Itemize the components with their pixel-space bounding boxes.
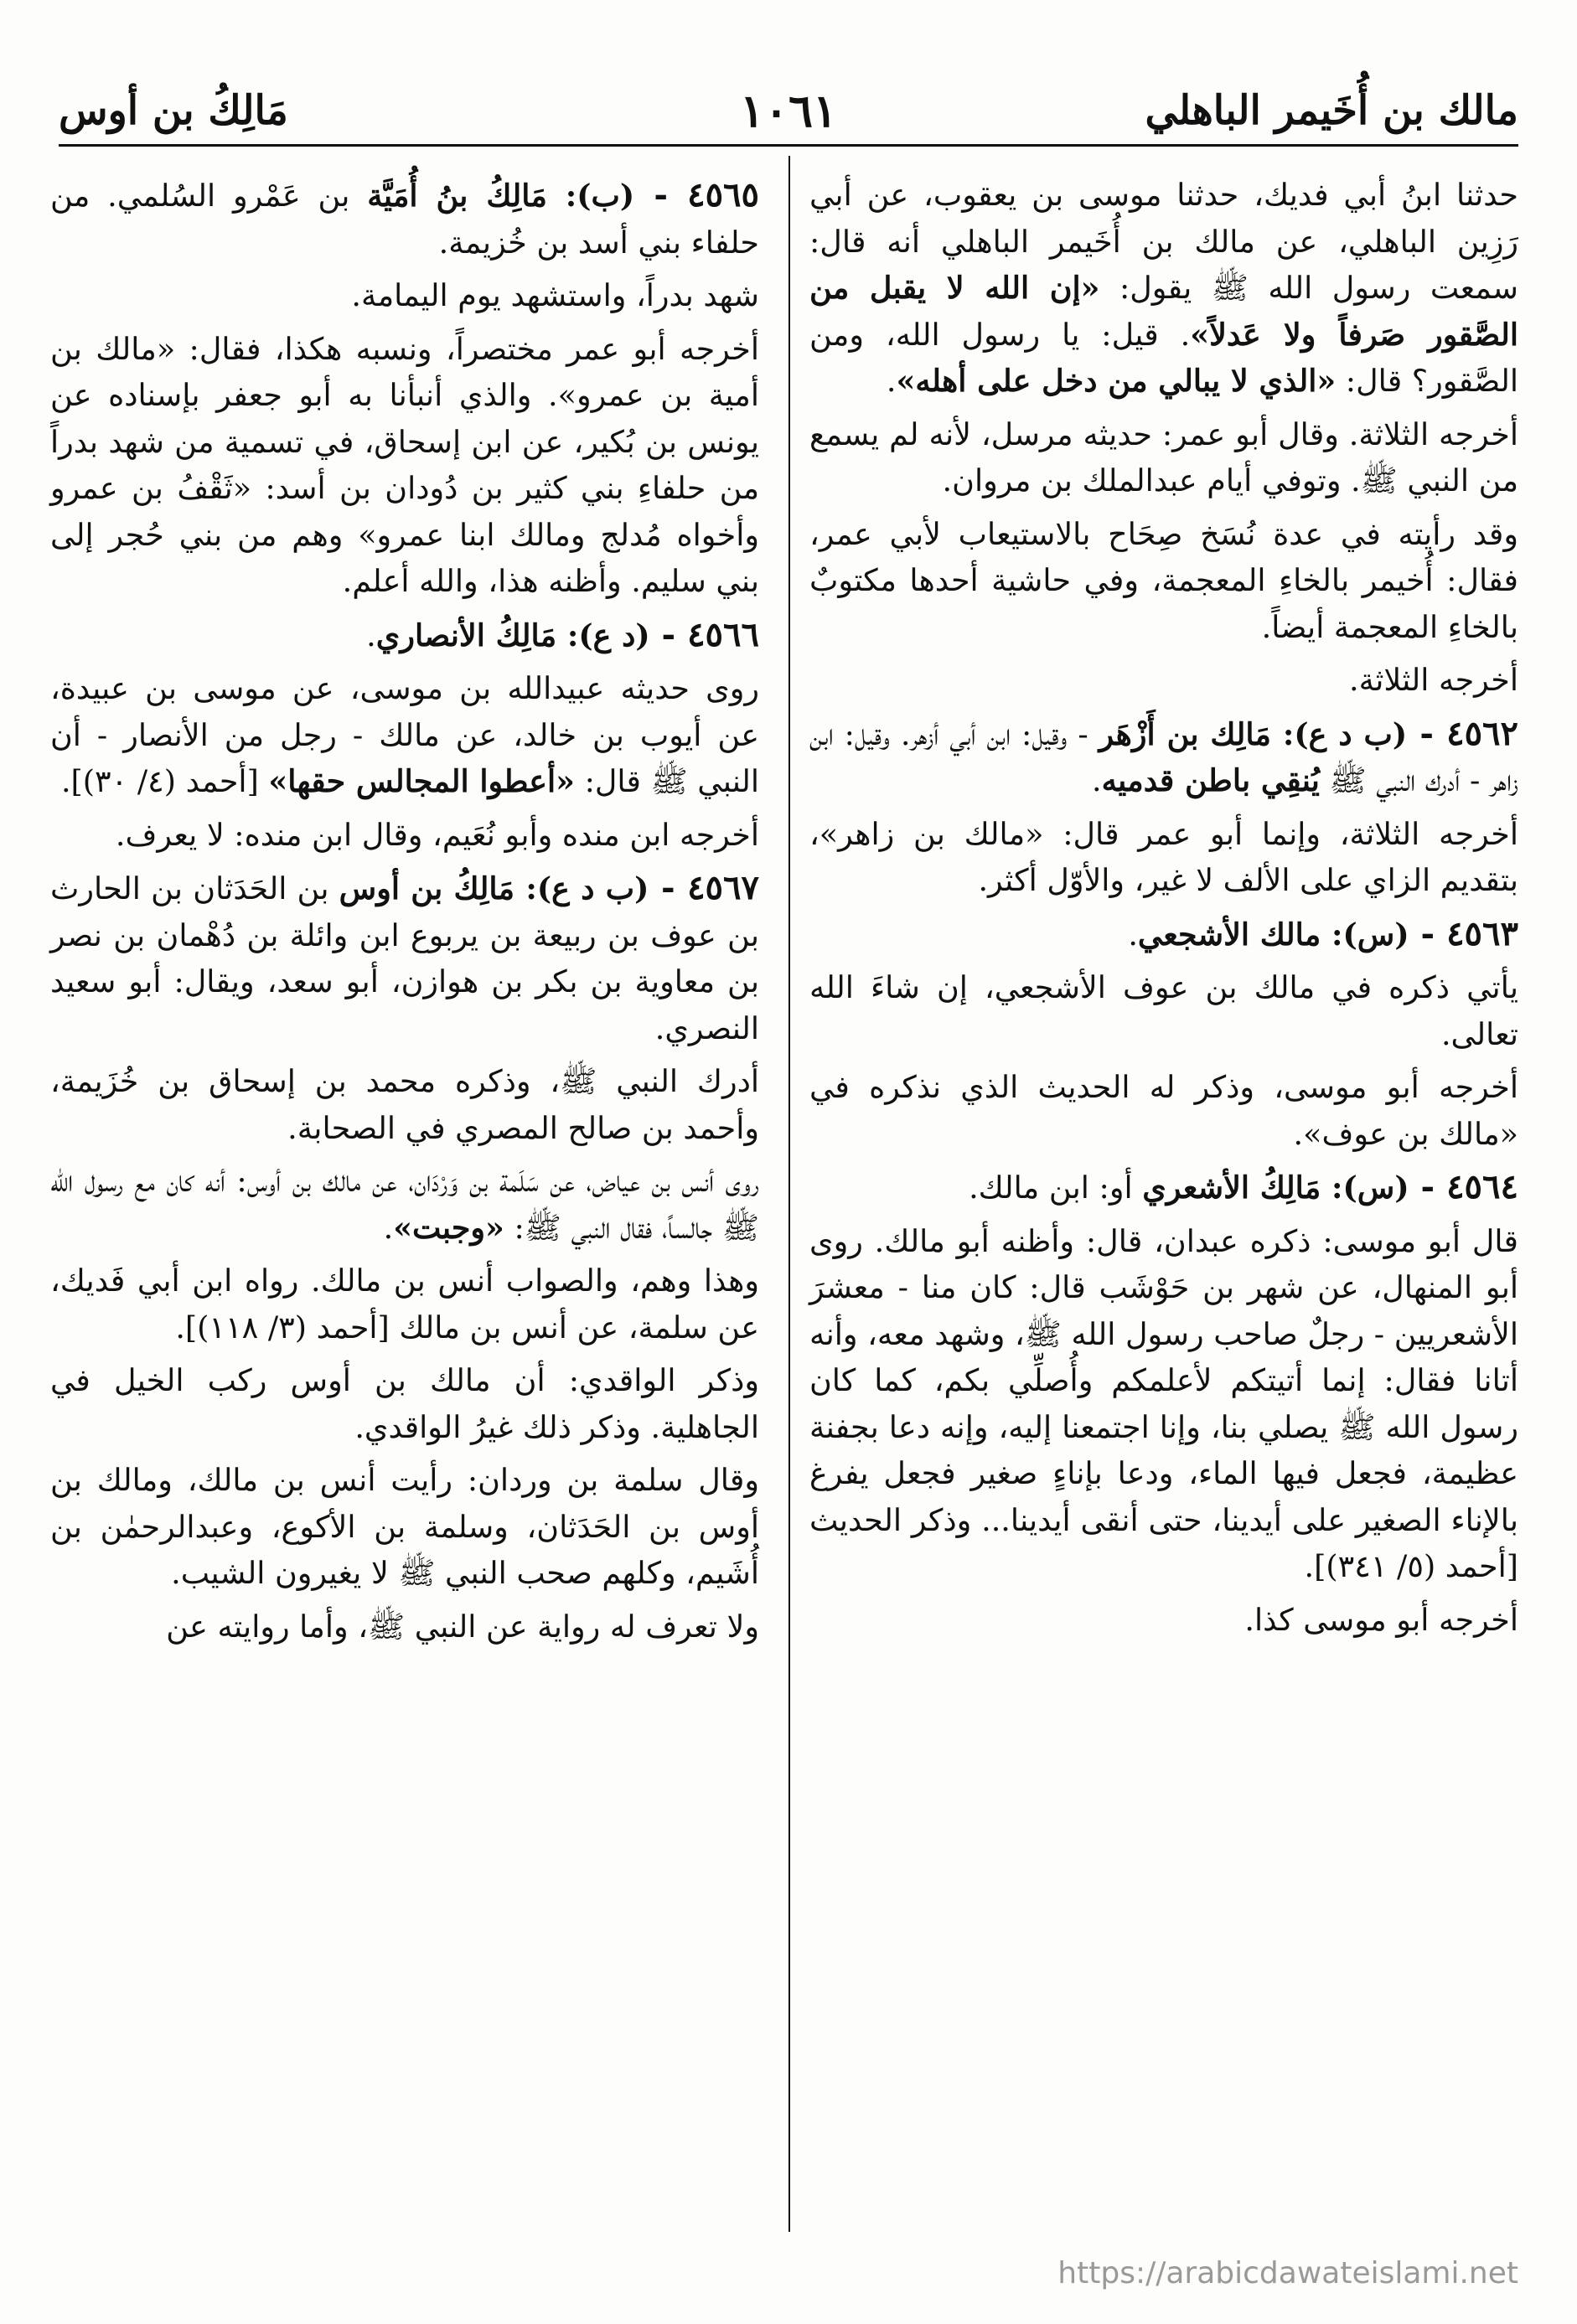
entry-text: . — [366, 617, 376, 653]
entry-tag: (ب): — [546, 178, 635, 214]
right-column — [809, 172, 1518, 1650]
text-run: أخرجه أبو عمر مختصراً، ونسبه هكذا، فقال: «مالك بن أمية بن عمرو». والذي أنبأنا به أبو جعفر بإسناده عن يونس بن بُكير، عن ابن إسحاق، في تسمية من شهد بدراً من حلفاءِ بني كثير بن دُودان بن أسد: «ثَقْفُ بن عمرو وأخواه مُدلج ومالك ابنا عمرو» وهم من بني حُجر إلى بني سليم. وأظنه هذا، والله أعلم. — [50, 330, 759, 599]
entry-text: - وقيل: ابن أبي أزهر. وقيل: ابن زاهر - أدرك النبي ﷺ — [809, 715, 1518, 798]
entry-name: مَالِكُ الأشعري — [1142, 1170, 1321, 1206]
entry-name: مَالِكُ بنُ أُمَيَّة — [367, 178, 547, 214]
entry-tag: (د ع): — [556, 617, 650, 653]
text-run: يأتي ذكره في مالك بن عوف الأشجعي، إن شاءَ الله تعالى. — [809, 969, 1518, 1052]
paragraph — [809, 1218, 1518, 1590]
entry-number: ٤٥٦٢ - — [1407, 713, 1519, 753]
entry-heading — [50, 172, 759, 266]
text-run: أخرجه الثلاثة. وقال أبو عمر: حديثه مرسل، لأنه لم يسمع من النبي ﷺ. وتوفي أيام عبدالملك بن مروان. — [809, 416, 1518, 498]
entry-text: أو: ابن مالك. — [969, 1170, 1143, 1206]
text-run: أخرجه أبو موسى كذا. — [1244, 1601, 1518, 1638]
text-run: أخرجه الثلاثة. — [1349, 662, 1518, 698]
text-run: أخرجه الثلاثة، وإنما أبو عمر قال: «مالك بن زاهر»، بتقديم الزاي على الألف لا غير، والأوّل أكثر. — [809, 815, 1518, 898]
text-run: . — [886, 363, 897, 399]
paragraph — [50, 1058, 759, 1151]
header-right-title: مالك بن أُخَيمر الباهلي — [1145, 87, 1518, 134]
entry-number: ٤٥٦٥ - — [634, 175, 760, 214]
paragraph — [50, 272, 759, 319]
page-number: ١٠٦١ — [739, 84, 838, 137]
column-divider — [788, 156, 790, 2232]
paragraph — [50, 1457, 759, 1597]
text-run: وقال سلمة بن وردان: رأيت أنس بن مالك، ومالك بن أوس بن الحَدَثان، وسلمة بن الأكوع، وعبدالرحمٰن بن أُشَيم، وكلهم صحب النبي ﷺ لا يغيرون الشيب. — [50, 1462, 759, 1591]
text-run: . — [383, 1209, 394, 1246]
paragraph — [809, 811, 1518, 904]
page-header — [59, 77, 1518, 147]
watermark-url: https://arabicdawateislami.net — [1057, 2256, 1518, 2290]
entry-tag: (ب د ع): — [1271, 715, 1408, 752]
entry-tag: (س): — [1321, 916, 1409, 953]
paragraph — [50, 1158, 759, 1251]
entry-number: ٤٥٦٣ - — [1409, 913, 1518, 953]
hadith-quote: «الذي لا يبالي من دخل على أهله» — [896, 363, 1337, 399]
text-run: أخرجه أبو موسى، وذكر له الحديث الذي نذكره في «مالك بن عوف». — [809, 1069, 1518, 1152]
paragraph — [809, 657, 1518, 704]
hadith-quote: «إن الله لا يقبل من الصَّقور صَرفاً ولا عَدلاً» — [809, 270, 1518, 353]
paragraph — [50, 812, 759, 859]
paragraph — [809, 511, 1518, 651]
text-run: أدرك النبي ﷺ، وذكره محمد بن إسحاق بن خُزَيمة، وأحمد بن صالح المصري في الصحابة. — [50, 1063, 759, 1146]
entry-name: مَالِكُ بن أوس — [339, 870, 515, 906]
entry-text: بن عَمْرو السُلمي. من حلفاء بني أسد بن خُزيمة. — [50, 178, 759, 261]
header-left-title: مَالِكُ بن أوس — [59, 87, 288, 134]
hadith-quote: «وجبت» — [393, 1209, 504, 1246]
entry-heading — [50, 865, 759, 1051]
entry-number: ٤٥٦٧ - — [649, 868, 759, 907]
entry-tag: (س): — [1321, 1170, 1409, 1206]
entry-heading — [809, 1164, 1518, 1211]
entry-name: مَالِك بن أَزْهَر — [1099, 715, 1271, 752]
left-column — [50, 172, 759, 1656]
entry-number: ٤٥٦٤ - — [1409, 1167, 1518, 1206]
entry-text: . — [1128, 916, 1138, 953]
paragraph — [50, 665, 759, 805]
text-run: حدثنا ابنُ أبي فديك، حدثنا موسى بن يعقوب، عن أبي رَزِين الباهلي، عن مالك بن أُخَيمر الباهلي أنه قال: سمعت رسول الله ﷺ يقول: — [809, 177, 1518, 306]
paragraph — [809, 411, 1518, 504]
entry-number: ٤٥٦٦ - — [649, 614, 759, 654]
paragraph — [50, 1604, 759, 1650]
text-run: أخرجه ابن منده وأبو نُعَيم، وقال ابن منده: لا يعرف. — [115, 816, 759, 853]
entry-name: مالك الأشجعي — [1137, 916, 1321, 953]
text-run: [أحمد (٤/ ٣٠)]. — [60, 763, 269, 799]
paragraph — [809, 172, 1518, 405]
entry-heading — [50, 612, 759, 659]
text-run: . قيل: يا رسول الله، ومن الصَّقور؟ قال: — [809, 316, 1518, 399]
hadith-quote: يُنقِي باطن قدميه — [1101, 762, 1320, 798]
text-run: روى حديثه عبيدالله بن موسى، عن موسى بن عبيدة، عن أيوب بن خالد، عن مالك - رجل من الأنصار - أن النبي ﷺ قال: — [50, 670, 759, 799]
paragraph — [50, 1258, 759, 1351]
hadith-quote: «أعطوا المجالس حقها» — [268, 763, 575, 799]
text-run: قال أبو موسى: ذكره عبدان، قال: وأظنه أبو مالك. روى أبو المنهال، عن شهر بن حَوْشَب قال: كان منا - معشرَ الأشعريين - رجلٌ صاحب رسول الله ﷺ، وشهد معه، وأنه أتانا فقال: إنما أتيتكم لأعلمكم وأُصلِّي بكم، كما كان رسول الله ﷺ يصلي بنا، وإنا اجتمعنا إليه، وإنه دعا بجفنة عظيمة، فجعل فيها الماء، ودعا بإناءٍ صغير فجعل يفرغ بالإناء الصغير على أيدينا، حتى أنقى أيدينا... وذكر الحديث [أحمد (٥/ ٣٤١)]. — [809, 1222, 1518, 1584]
text-run: روى أنس بن عياض، عن سَلَمة بن وَرْدَان، عن مالك بن أوس: أنه كان مع رسول الله ﷺ جالساً، فقال النبي ﷺ: — [50, 1163, 759, 1246]
paragraph — [809, 1597, 1518, 1644]
paragraph — [50, 326, 759, 605]
entry-heading — [809, 911, 1518, 958]
paragraph — [50, 1357, 759, 1450]
paragraph — [809, 1064, 1518, 1157]
entry-text: . — [1091, 762, 1102, 798]
entry-name: مَالِكُ الأنصاري — [375, 617, 557, 653]
entry-text: بن الحَدَثان بن الحارث بن عوف بن ربيعة بن يربوع ابن وائلة بن دُهْمان بن نصر بن معاوية بن بكر بن هوازن، أبو سعد، ويقال: أبو سعيد النصري. — [50, 870, 759, 1046]
entry-tag: (ب د ع): — [514, 870, 649, 906]
text-run: وهذا وهم، والصواب أنس بن مالك. رواه ابن أبي فَديك، عن سلمة، عن أنس بن مالك [أحمد (٣/ ١١٨)]. — [50, 1263, 759, 1345]
text-run: وذكر الواقدي: أن مالك بن أوس ركب الخيل في الجاهلية. وذكر ذلك غيرُ الواقدي. — [50, 1362, 759, 1445]
text-run: وقد رأيته في عدة نُسَخ صِحَاح بالاستيعاب لأبي عمر، فقال: أُخيمر بالخاءِ المعجمة، وفي حاشية أحدها مكتوبٌ بالخاءِ المعجمة أيضاً. — [809, 515, 1518, 645]
paragraph — [809, 964, 1518, 1057]
text-run: شهد بدراً، واستشهد يوم اليمامة. — [351, 277, 759, 313]
text-run: ولا تعرف له رواية عن النبي ﷺ، وأما روايته عن — [166, 1608, 759, 1645]
entry-heading — [809, 710, 1518, 804]
